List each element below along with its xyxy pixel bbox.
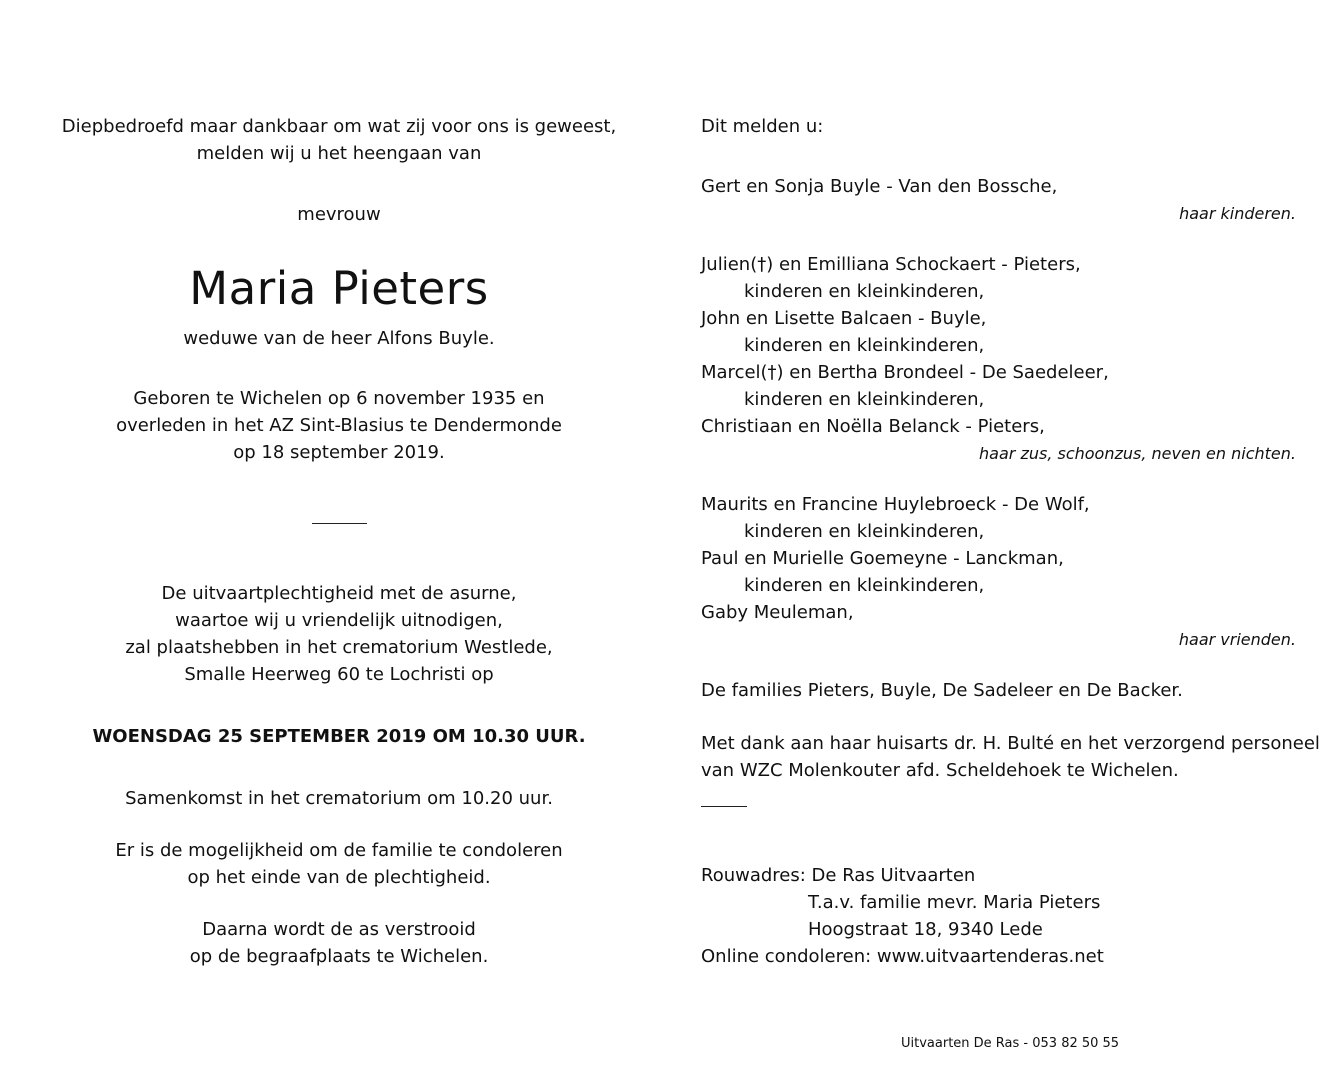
friends-role: haar vrienden.	[1178, 630, 1296, 649]
announce-text: Dit melden u:	[701, 116, 824, 137]
ceremony-line-4: Smalle Heerweg 60 te Lochristi op	[184, 664, 494, 685]
ceremony-line-3: zal plaatshebben in het crematorium Westlede,	[125, 637, 553, 658]
born-line-3: op 18 september 2019.	[233, 442, 445, 463]
gathering-text: Samenkomst in het crematorium om 10.20 uur.	[125, 788, 553, 809]
ceremony-datetime: WOENSDAG 25 SEPTEMBER 2019 OM 10.30 UUR.	[92, 726, 586, 747]
thanks-line-1: Met dank aan haar huisarts dr. H. Bulté en het verzorgend personeel	[701, 733, 1320, 754]
friend-2: Paul en Murielle Goemeyne - Lanckman,	[701, 548, 1064, 569]
intro-line-2: melden wij u het heengaan van	[196, 143, 482, 164]
ceremony-line-2: waartoe wij u vriendelijk uitnodigen,	[175, 610, 503, 631]
sibling-2-sub: kinderen en kleinkinderen,	[744, 335, 985, 356]
ceremony-line-1: De uitvaartplechtigheid met de asurne,	[161, 583, 517, 604]
sibling-3: Marcel(†) en Bertha Brondeel - De Saedeleer,	[701, 362, 1109, 383]
divider-right	[701, 806, 747, 807]
online-condolence: Online condoleren: www.uitvaartenderas.net	[701, 946, 1104, 967]
intro-line-1: Diepbedroefd maar dankbaar om wat zij voor ons is geweest,	[61, 116, 617, 137]
sibling-2: John en Lisette Balcaen - Buyle,	[701, 308, 987, 329]
widow-of: weduwe van de heer Alfons Buyle.	[183, 328, 495, 349]
friend-1-sub: kinderen en kleinkinderen,	[744, 521, 985, 542]
children-line: Gert en Sonja Buyle - Van den Bossche,	[701, 176, 1058, 197]
ashes-line-1: Daarna wordt de as verstrooid	[202, 919, 476, 940]
address-line-3: Hoogstraat 18, 9340 Lede	[808, 919, 1043, 940]
friend-1: Maurits en Francine Huylebroeck - De Wolf,	[701, 494, 1090, 515]
condolence-line-2: op het einde van de plechtigheid.	[187, 867, 491, 888]
born-line-2: overleden in het AZ Sint-Blasius te Dendermonde	[116, 415, 562, 436]
title-prefix: mevrouw	[297, 204, 381, 225]
divider-left	[312, 523, 367, 524]
sibling-1: Julien(†) en Emilliana Schockaert - Pieters,	[701, 254, 1081, 275]
friend-3: Gaby Meuleman,	[701, 602, 854, 623]
friend-2-sub: kinderen en kleinkinderen,	[744, 575, 985, 596]
born-line-1: Geboren te Wichelen op 6 november 1935 en	[133, 388, 545, 409]
families-line: De families Pieters, Buyle, De Sadeleer en De Backer.	[701, 680, 1183, 701]
children-role: haar kinderen.	[1179, 204, 1296, 223]
condolence-line-1: Er is de mogelijkheid om de familie te condoleren	[115, 840, 563, 861]
address-line-2: T.a.v. familie mevr. Maria Pieters	[808, 892, 1101, 913]
ashes-line-2: op de begraafplaats te Wichelen.	[189, 946, 489, 967]
sibling-1-sub: kinderen en kleinkinderen,	[744, 281, 985, 302]
sibling-4: Christiaan en Noëlla Belanck - Pieters,	[701, 416, 1045, 437]
siblings-role: haar zus, schoonzus, neven en nichten.	[979, 444, 1296, 463]
address-label: Rouwadres: De Ras Uitvaarten	[701, 865, 976, 886]
thanks-line-2: van WZC Molenkouter afd. Scheldehoek te Wichelen.	[701, 760, 1179, 781]
footer-text: Uitvaarten De Ras - 053 82 50 55	[901, 1036, 1120, 1051]
sibling-3-sub: kinderen en kleinkinderen,	[744, 389, 985, 410]
deceased-name: Maria Pieters	[189, 262, 489, 315]
